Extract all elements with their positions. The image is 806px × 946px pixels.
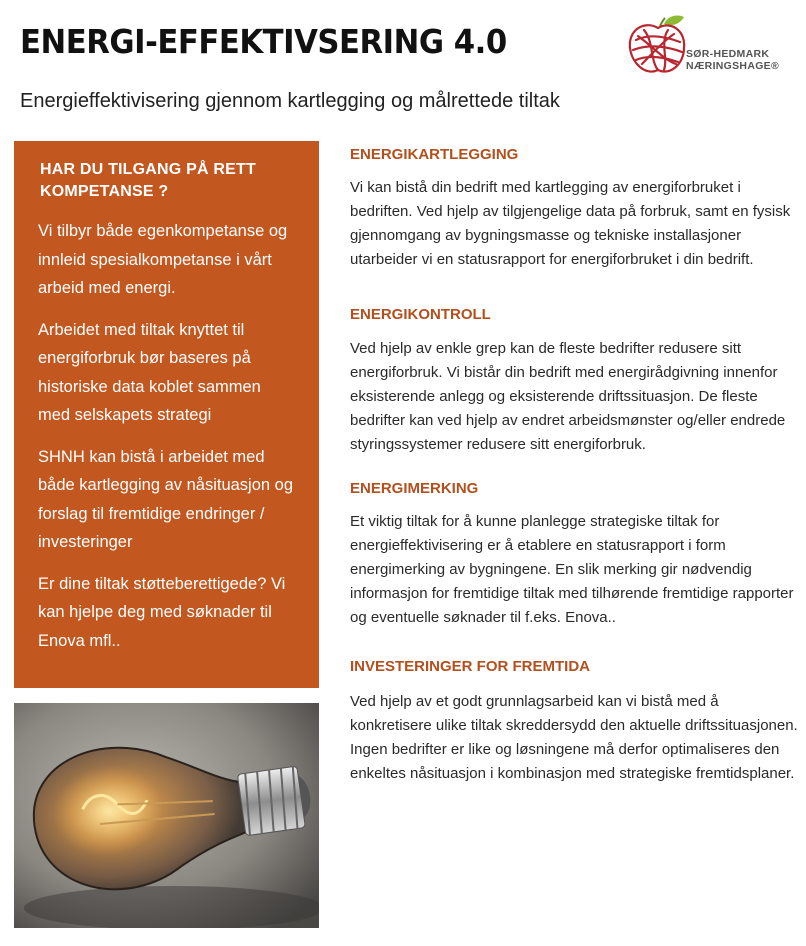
- section-text-energikartlegging: Vi kan bistå din bedrift med kartlegging av energiforbruket i bedriften. Ved hjelp av tilgjengelige data på forbruk, samt en fysisk gjennomgang av bygningsmasse og tekniske installasjoner utarbeider vi en statusrapport for energiforbruket i din bedrift.: [350, 179, 791, 268]
- section-text-investeringer: Ved hjelp av et godt grunnlagsarbeid kan vi bistå med å konkretisere ulike tiltak skreddersydd den aktuelle driftssituasjonen. Ingen bedrifter er like og løsningene må derfor optimaliseres den enkeltes nåsituasjon i kombinasjon med strategiske fremtidsplaner.: [350, 693, 798, 782]
- page-title: ENERGI-EFFEKTIVSERING 4.0: [20, 22, 507, 61]
- box-paragraph: Vi tilbyr både egenkompetanse og innleid spesialkompetanse i vårt arbeid med energi.: [38, 222, 288, 297]
- logo-line-1: SØR-HEDMARK: [686, 48, 770, 60]
- section-heading-energikontroll: ENERGIKONTROLL: [350, 306, 491, 323]
- page-subtitle: Energieffektivisering gjennom kartlegging og målrettede tiltak: [20, 90, 560, 112]
- section-heading-energimerking: ENERGIMERKING: [350, 480, 479, 497]
- box-paragraph: SHNH kan bistå i arbeidet med både kartlegging av nåsituasjon og forslag til fremtidige endringer / investeringer: [38, 447, 294, 551]
- section-text-energimerking: Et viktig tiltak for å kunne planlegge strategiske tiltak for energieffektivisering er å etablere en statusrapport i form energimerking av bygningene. En slik merking gir nødvendig informasjon for fremtidige tiltak med tilhørende fremtidige rapporter og eventuelle søknader til f.eks. Enova..: [350, 513, 794, 626]
- box-paragraph: Arbeidet med tiltak knyttet til energiforbruk bør baseres på historiske data koblet sammen med selskapets strategi: [38, 320, 261, 424]
- content-sections: [350, 146, 800, 786]
- competence-info-box: [14, 141, 319, 688]
- section-heading-energikartlegging: ENERGIKARTLEGGING: [350, 146, 519, 163]
- box-paragraph: Er dine tiltak støtteberettigede? Vi kan hjelpe deg med søknader til Enova mfl..: [38, 574, 286, 650]
- logo-line-2: NÆRINGSHAGE®: [686, 60, 780, 72]
- section-heading-investeringer: INVESTERINGER FOR FREMTIDA: [350, 658, 591, 675]
- light-bulb-icon: [14, 703, 319, 928]
- apple-logo-icon: [624, 12, 690, 78]
- light-bulb-image: [14, 703, 319, 928]
- section-text-energikontroll: Ved hjelp av enkle grep kan de fleste bedrifter redusere sitt energiforbruk. Vi bistår din bedrift med energirådgivning innenfor eksisterende anlegg og eksisterende driftssituasjon. De fleste bedrifter kan ved hjelp av endret arbeidsmønster og/eller endrede styringssystemer redusere sitt energiforbruk.: [350, 340, 786, 453]
- company-logo: [624, 12, 794, 84]
- box-heading: HAR DU TILGANG PÅ RETT KOMPETANSE ?: [40, 161, 256, 200]
